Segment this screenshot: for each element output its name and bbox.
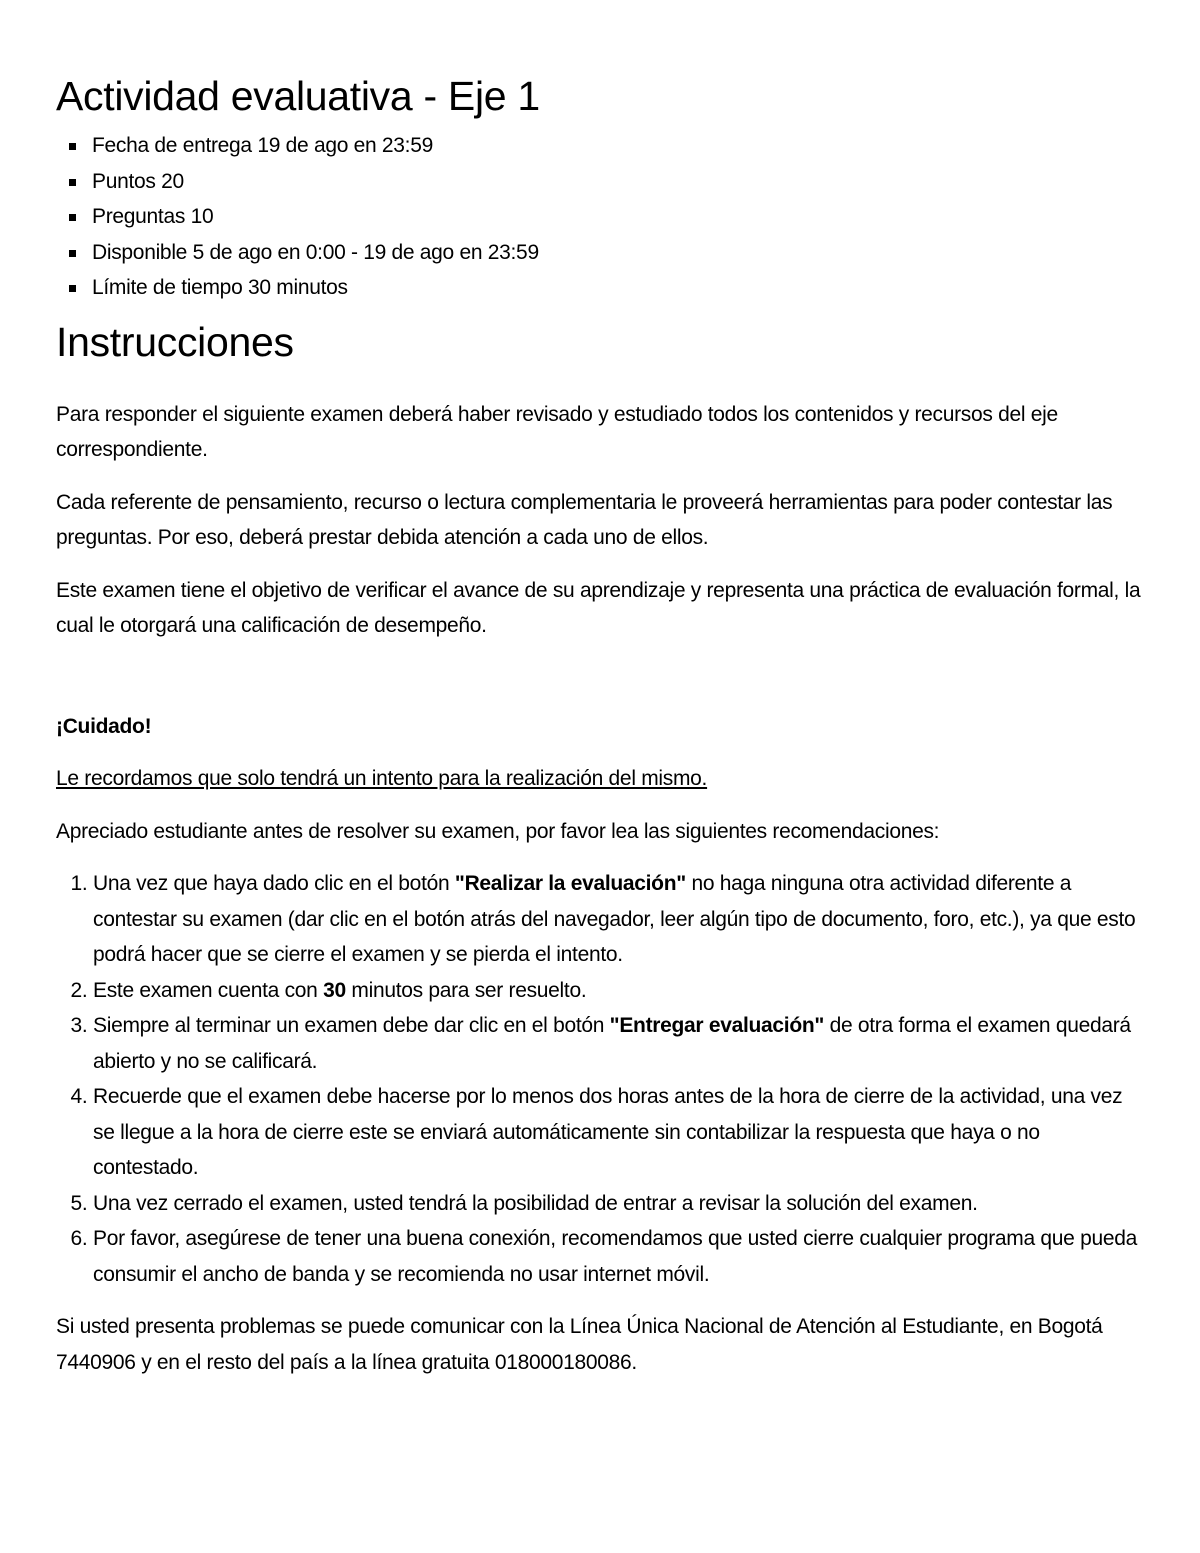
- recommendation-emphasis: 30: [323, 978, 346, 1002]
- recommendations-intro: Apreciado estudiante antes de resolver su examen, por favor lea las siguientes recomendaciones:: [56, 819, 940, 843]
- recommendation-text: minutos para ser resuelto.: [345, 978, 587, 1002]
- caution-label: ¡Cuidado!: [56, 714, 152, 738]
- recommendations-list: [56, 866, 1144, 1292]
- recommendation-emphasis: "Realizar la evaluación": [454, 872, 686, 895]
- detail-value: 19 de ago en 23:59: [257, 134, 433, 157]
- recommendation-text: no haga ninguna otra actividad diferente a contestar su examen (dar clic en el botón atrás del navegador, leer algún tipo de documento, foro, etc.), ya que esto podrá hacer que se cierre el examen y se pierda el intento.: [93, 872, 1136, 966]
- recommendation-text: Una vez cerrado el examen, usted tendrá la posibilidad de entrar a revisar la solución del examen.: [93, 1191, 978, 1215]
- detail-label: Fecha de entrega: [92, 134, 252, 157]
- detail-points: [92, 164, 1144, 200]
- recommendation-text: Una vez que haya dado clic en el botón: [93, 872, 455, 895]
- instructions-paragraph: Para responder el siguiente examen deberá haber revisado y estudiado todos los contenidos y recursos del eje correspondiente.: [56, 402, 1058, 461]
- instructions-heading: Instrucciones: [56, 318, 294, 365]
- recommendation-text: Recuerde que el examen debe hacerse por lo menos dos horas antes de la hora de cierre de la actividad, una vez se llegue a la hora de cierre este se enviará automáticamente sin contabilizar la respuesta que haya o no contestado.: [93, 1085, 1123, 1179]
- assessment-details-list: [56, 128, 1144, 306]
- detail-label: Preguntas: [92, 205, 186, 228]
- detail-label: Disponible: [92, 240, 188, 264]
- detail-due-date: [92, 128, 1144, 164]
- recommendation-text: Siempre al terminar un examen debe dar clic en el botón: [93, 1014, 610, 1037]
- detail-questions: [92, 199, 1144, 235]
- recommendation-emphasis: "Entregar evaluación": [609, 1014, 825, 1037]
- recommendation-text: Este examen cuenta con: [93, 978, 324, 1002]
- instructions-paragraph: Cada referente de pensamiento, recurso o lectura complementaria le proveerá herramientas para poder contestar las preguntas. Por eso, deberá prestar debida atención a cada uno de ellos.: [56, 490, 1113, 549]
- detail-label: Puntos: [92, 169, 156, 193]
- single-attempt-reminder: Le recordamos que solo tendrá un intento para la realización del mismo.: [56, 767, 708, 790]
- recommendation-item: [93, 1079, 1144, 1186]
- detail-label: Límite de tiempo: [92, 276, 243, 299]
- instructions-paragraph: Este examen tiene el objetivo de verificar el avance de su aprendizaje y representa una práctica de evaluación formal, la cual le otorgará una calificación de desempeño.: [56, 578, 1141, 637]
- detail-availability: [92, 235, 1144, 271]
- spacer: [56, 661, 1144, 709]
- recommendation-item: [93, 1008, 1144, 1079]
- detail-value: 10: [190, 205, 214, 228]
- recommendation-item: [93, 1186, 1144, 1222]
- recommendation-text: Por favor, asegúrese de tener una buena conexión, recomendamos que usted cierre cualquier programa que pueda consumir el ancho de banda y se recomienda no usar internet móvil.: [93, 1227, 1137, 1286]
- recommendation-item: [93, 866, 1144, 973]
- recommendation-item: [93, 1221, 1144, 1292]
- contact-info: Si usted presenta problemas se puede comunicar con la Línea Única Nacional de Atención al Estudiante, en Bogotá 7440906 y en el resto del país a la línea gratuita 018000180086.: [56, 1315, 1103, 1374]
- detail-value: 5 de ago en 0:00 - 19 de ago en 23:59: [192, 240, 539, 264]
- detail-value: 20: [161, 169, 184, 193]
- recommendation-text: de otra forma el examen quedará abierto y no se calificará.: [93, 1014, 1131, 1073]
- detail-time-limit: [92, 270, 1144, 306]
- recommendation-item: [93, 973, 1144, 1009]
- detail-value: 30 minutos: [248, 276, 348, 299]
- page-title: Actividad evaluativa - Eje 1: [56, 73, 540, 119]
